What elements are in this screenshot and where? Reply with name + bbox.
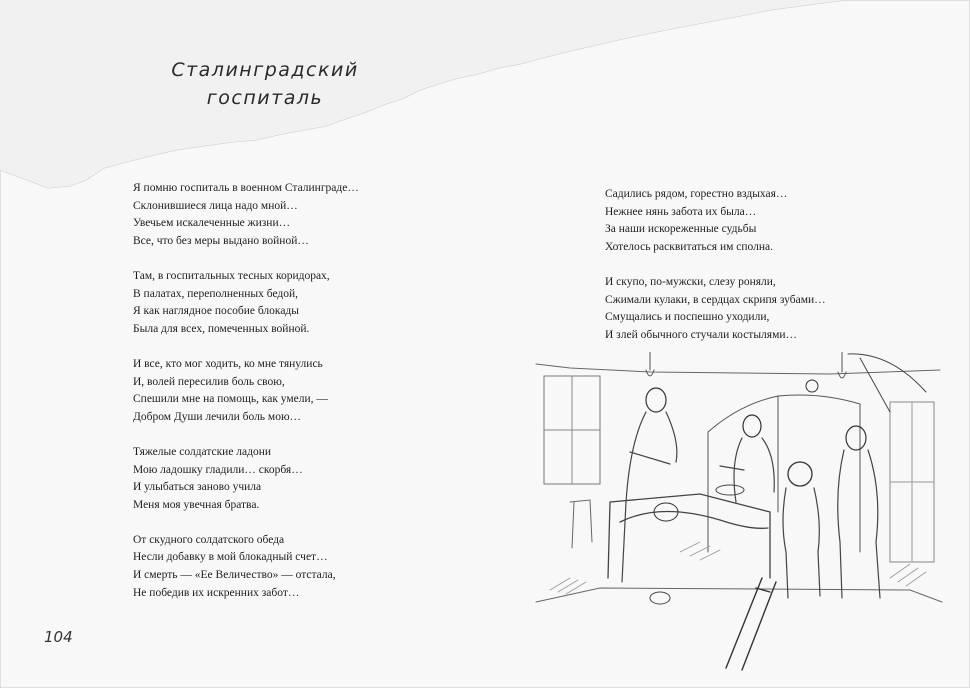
sketch-bowl bbox=[716, 485, 744, 495]
poem-line: И скупо, по-мужски, слезу роняли, bbox=[605, 275, 776, 288]
stanza bbox=[133, 444, 433, 514]
stanza bbox=[605, 186, 925, 256]
poem-left-column bbox=[133, 180, 433, 620]
sketch-pot bbox=[650, 592, 670, 604]
poem-line: Я помню госпиталь в военном Сталинграде… bbox=[133, 182, 359, 194]
poem-line: Все, что без меры выдано войной… bbox=[133, 234, 309, 247]
sketch-hatching bbox=[550, 542, 926, 594]
poem-line: И все, кто мог ходить, ко мне тянулись bbox=[133, 357, 323, 370]
sketch-screen bbox=[708, 395, 860, 552]
poem-line: Нежнее нянь забота их была… bbox=[605, 205, 757, 218]
poem-line: И смерть — «Ее Величество» — отстала, bbox=[133, 569, 336, 582]
hospital-ward-sketch bbox=[530, 352, 950, 672]
poem-line: Хотелось расквитаться им сполна. bbox=[605, 240, 773, 253]
poem-line: Несли добавку в мой блокадный счет… bbox=[133, 551, 328, 564]
stanza bbox=[133, 268, 433, 338]
sketch-child-head bbox=[788, 462, 812, 486]
sketch-lamp bbox=[838, 352, 846, 378]
sketch-skull bbox=[806, 380, 818, 392]
poem-line: И улыбаться заново учила bbox=[133, 481, 262, 494]
stanza bbox=[133, 532, 433, 602]
sketch-soldier-head bbox=[743, 415, 761, 437]
poem-line: Спешили мне на помощь, как умели, — bbox=[133, 393, 328, 406]
poem-line: За наши искореженные судьбы bbox=[605, 223, 757, 236]
poem-line: Мою ладошку гладили… скорбя… bbox=[133, 463, 303, 476]
poem-line: Склонившиеся лица надо мной… bbox=[133, 199, 298, 212]
poem-line: Не победив их искренних забот… bbox=[133, 586, 300, 599]
title-line-2: госпиталь bbox=[206, 87, 324, 109]
page-title bbox=[160, 56, 370, 112]
poem-line: Сжимали кулаки, в сердцах скрипя зубами… bbox=[605, 293, 826, 306]
poem-line: И, волей пересилив боль свою, bbox=[133, 375, 285, 388]
poem-line: И злей обычного стучали костылями… bbox=[605, 328, 798, 341]
poem-line: Добром Души лечили боль мою… bbox=[133, 410, 302, 423]
stanza bbox=[605, 274, 925, 344]
poem-line: Там, в госпитальных тесных коридорах, bbox=[133, 269, 330, 282]
poem-line: Была для всех, помеченных войной. bbox=[133, 322, 310, 335]
stanza bbox=[133, 356, 433, 426]
poem-line: Меня моя увечная братва. bbox=[133, 498, 260, 511]
poem-line: Садились рядом, горестно вздыхая… bbox=[605, 188, 788, 200]
stanza bbox=[133, 180, 433, 250]
poem-line: От скудного солдатского обеда bbox=[133, 533, 285, 546]
sketch-scythe bbox=[848, 354, 926, 412]
page-number: 104 bbox=[44, 628, 73, 646]
sketch-bed bbox=[608, 494, 770, 578]
poem-line: Смущались и поспешно уходили, bbox=[605, 311, 770, 324]
sketch-room-outline bbox=[536, 364, 942, 602]
poem-line: Увечьем искалеченные жизни… bbox=[133, 217, 291, 230]
poem-line: Тяжелые солдатские ладони bbox=[133, 445, 272, 458]
poem-line: В палатах, переполненных бедой, bbox=[133, 287, 299, 300]
sketch-crutches bbox=[726, 578, 776, 670]
title-line-1: Сталинградский bbox=[171, 59, 359, 81]
poem-right-column bbox=[605, 186, 925, 362]
sketch-table bbox=[570, 500, 592, 548]
poem-line: Я как наглядное пособие блокады bbox=[133, 305, 299, 318]
sketch-soldier-head bbox=[846, 426, 866, 450]
sketch-soldier-head bbox=[646, 388, 666, 412]
